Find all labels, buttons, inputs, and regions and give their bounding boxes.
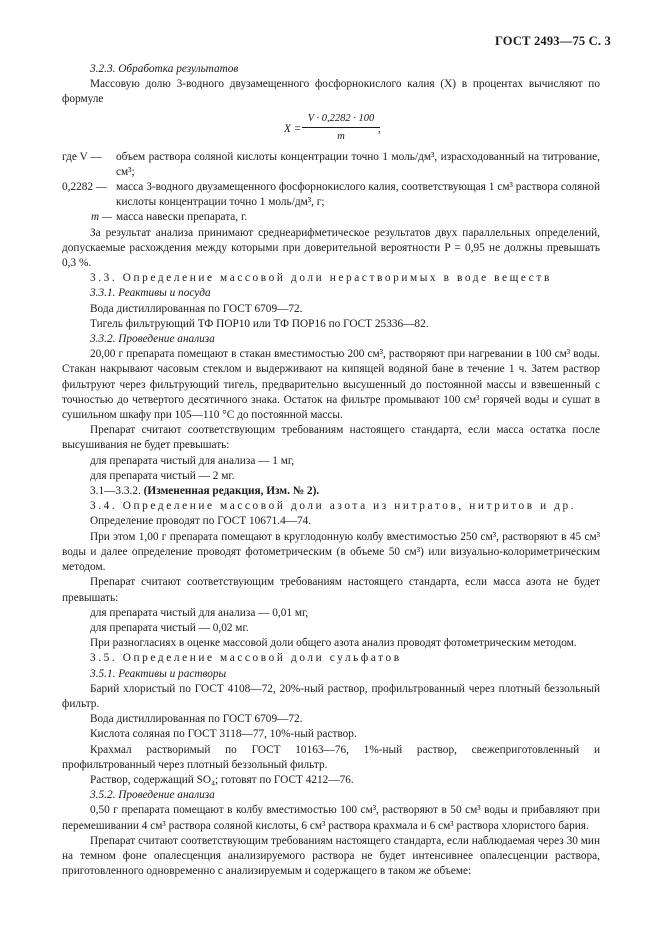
where-m-text: масса навески препарата, г. xyxy=(116,211,248,224)
where-m-label: m — xyxy=(90,211,112,224)
document-body xyxy=(62,62,600,879)
paragraph-formula-intro: Массовую долю 3-водного двузамещенного фосфорнокислого калия (X) в процентах вычисляют по формуле xyxy=(62,78,600,106)
reagent-hydrochloric-acid: Кислота соляная по ГОСТ 3118—77, 10%-ный раствор. xyxy=(90,728,357,741)
page-header: ГОСТ 2493—75 С. 3 xyxy=(494,34,611,48)
where-constant-text: масса 3-водного двузамещенного фосфорнокислого калия, соответствующая 1 см³ раствора соляной кислоты концентрации точно 1 моль/дм³, г; xyxy=(116,181,600,209)
limit-pure-grade: для препарата чистый — 2 мг. xyxy=(90,469,235,482)
paragraph-dispute: При разногласиях в оценке массовой доли общего азота анализ проводят фотометрическим методом. xyxy=(90,637,577,650)
section-3-3-title: 3.3. Определение массовой доли нерастворимых в воде веществ xyxy=(90,272,552,285)
formula-fraction xyxy=(302,111,380,144)
reagent-starch: Крахмал растворимый по ГОСТ 10163—76, 1%-ный раствор, свежеприготовленный и профильтрованный через плотный беззольный фильтр. xyxy=(62,743,600,771)
reagent-barium-chloride: Барий хлористый по ГОСТ 4108—72, 20%-ный раствор, профильтрованный через плотный беззольный фильтр. xyxy=(62,682,600,710)
formula xyxy=(62,108,600,150)
where-v-label: где V — xyxy=(62,150,102,163)
paragraph-result: За результат анализа принимают среднеарифметическое результатов двух параллельных определений, допускаемые расхождения между которыми при доверительной вероятности P = 0,95 не должны превышать 0,3 %. xyxy=(62,226,600,270)
section-3-3-2-title: 3.3.2. Проведение анализа xyxy=(90,333,215,346)
reagent-distilled-water: Вода дистиллированная по ГОСТ 6709—72. xyxy=(90,713,303,726)
section-3-3-1-title: 3.3.1. Реактивы и посуда xyxy=(90,287,211,300)
where-v xyxy=(62,150,600,180)
paragraph-criteria-insoluble: Препарат считают соответствующим требованиям настоящего стандарта, если масса остатка после высушивания не будет превышать: xyxy=(62,424,600,452)
paragraph-procedure-insoluble: 20,00 г препарата помещают в стакан вместимостью 200 см³, растворяют при нагревании в 100 см³ воды. Стакан накрывают часовым стеклом и выдерживают на кипящей водяной бане в течение 1 ч. Затем раствор фильтруют через фильтрующий тигель, предварительно высушенный до постоянной массы и взвешенный с точностью до четвертого десятичного знака. Остаток на фильтре промывают 100 см³ горячей воды и сушат в сушильном шкафу при 105—110 °С до постоянной массы. xyxy=(62,348,600,422)
formula-denominator: m xyxy=(337,130,345,142)
limit-nitrogen-pure: для препарата чистый — 0,02 мг. xyxy=(90,621,249,634)
paragraph-method-reference: Определение проводят по ГОСТ 10671.4—74. xyxy=(90,515,312,528)
paragraph-criteria-nitrogen: Препарат считают соответствующим требованиям настоящего стандарта, если масса азота не будет превышать: xyxy=(62,576,600,604)
reagent-water: Вода дистиллированная по ГОСТ 6709—72. xyxy=(90,302,303,315)
where-v-text: объем раствора соляной кислоты концентрации точно 1 моль/дм³, израсходованный на титрование, см³; xyxy=(116,150,600,178)
section-3-5-2-title: 3.5.2. Проведение анализа xyxy=(90,789,215,802)
where-constant-label: 0,2282 — xyxy=(62,181,108,194)
paragraph-criteria-sulfates: Препарат считают соответствующим требованиям настоящего стандарта, если наблюдаемая через 30 мин на темном фоне опалесценция анализируемого раствора не будет интенсивнее опалесценции раствора, приготовленного одновременно с анализируемым и содержащего в таком же объеме: xyxy=(62,834,600,878)
section-3-4-title: 3.4. Определение массовой доли азота из нитратов, нитритов и др. xyxy=(90,500,577,513)
amendment-note xyxy=(62,484,600,499)
where-constant xyxy=(62,180,600,210)
amendment-text: (Измененная редакция, Изм. № 2). xyxy=(143,485,320,498)
formula-tail: , xyxy=(378,122,381,135)
reagent-crucible: Тигель фильтрующий ТФ ПОР10 или ТФ ПОР16 по ГОСТ 25336—82. xyxy=(90,317,429,330)
amendment-range: 3.1—3.3.2. xyxy=(90,485,141,498)
paragraph-procedure-nitrogen: При этом 1,00 г препарата помещают в круглодонную колбу вместимостью 250 см³, растворяют в 45 см³ воды и далее определение проводят фотометрическим (в объеме 50 см³) или визуально-колориметрическим методом. xyxy=(62,530,600,574)
section-3-2-3-title: 3.2.3. Обработка результатов xyxy=(90,63,239,75)
limit-analytical-grade: для препарата чистый для анализа — 1 мг, xyxy=(90,454,295,467)
paragraph-procedure-sulfates: 0,50 г препарата помещают в колбу вместимостью 100 см³, растворяют в 50 см³ воды и прибавляют при перемешивании 4 см³ раствора соляной кислоты, 6 см³ раствора крахмала и 6 см³ раствора хлористого бария. xyxy=(62,804,600,832)
reagent-sulfate-solution: Раствор, содержащий SO₄; готовят по ГОСТ 4212—76. xyxy=(90,773,354,786)
where-m xyxy=(62,210,600,225)
section-3-5-title: 3.5. Определение массовой доли сульфатов xyxy=(90,652,402,665)
formula-numerator: V · 0,2282 · 100 xyxy=(302,111,380,128)
section-3-5-1-title: 3.5.1. Реактивы и растворы xyxy=(90,667,227,680)
limit-nitrogen-analytical: для препарата чистый для анализа — 0,01 мг, xyxy=(90,606,309,619)
formula-lhs: X = xyxy=(284,122,302,135)
